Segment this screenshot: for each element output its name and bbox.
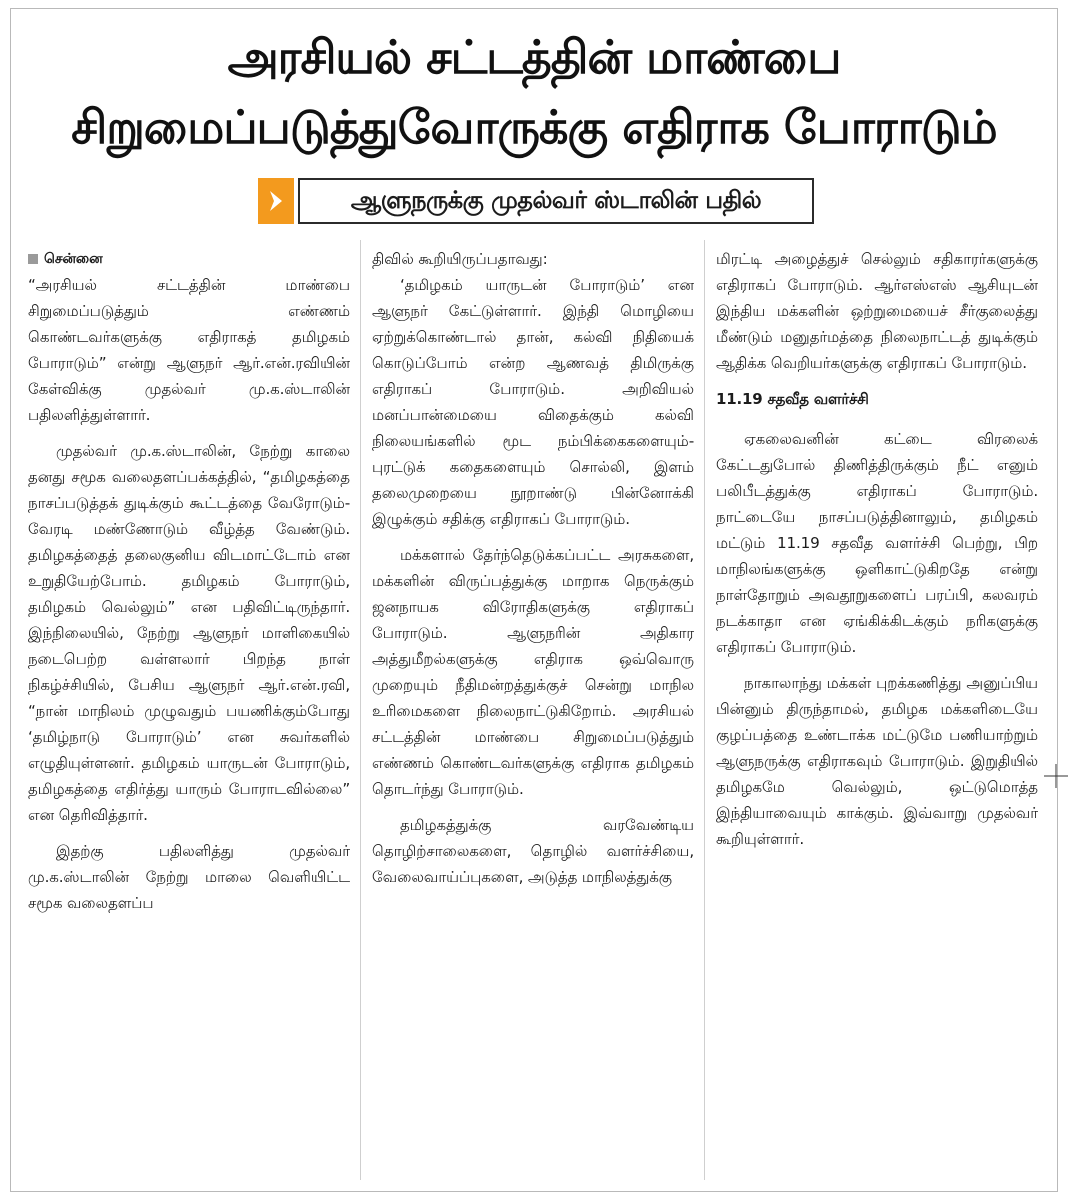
paragraph: “அரசியல் சட்டத்தின் மாண்பை சிறுமைப்படுத்தும் எண்ணம் கொண்டவர்களுக்கு எதிராகத் தமிழகம் போராடும்” என்று ஆளுநர் ஆர்.என்.ரவியின் கேள்விக்கு முதல்வர் மு.க.ஸ்டாலின் பதிலளித்துள்ளார். — [28, 276, 350, 424]
paragraph: மிரட்டி அழைத்துச் செல்லும் சதிகாரர்களுக்கு எதிராகப் போராடும். ஆர்எஸ்எஸ் ஆசியுடன் இந்திய மக்களின் ஒற்றுமையைச் சீர்குலைத்து மீண்டும் மனுதர்மத்தை நிலைநாட்டத் துடிக்கும் ஆதிக்க வெறியர்களுக்கு எதிராகப் போராடும். — [716, 250, 1038, 372]
article-column-1 — [28, 246, 350, 926]
chevron-right-icon — [258, 178, 294, 224]
section-subtitle: 11.19 சதவீத வளர்ச்சி — [716, 390, 869, 408]
paragraph: நாகாலாந்து மக்கள் புறக்கணித்து அனுப்பிய பின்னும் திருந்தாமல், தமிழக மக்களிடையே குழப்பத்தை உண்டாக்க மட்டுமே பணியாற்றும் ஆளுநருக்கு எதிராகவும் போராடும். இறுதியில் தமிழகமே வெல்லும், ஒட்டுமொத்த இந்தியாவையும் காக்கும். இவ்வாறு முதல்வர் கூறியுள்ளார். — [716, 674, 1038, 848]
subheadline-box — [258, 176, 814, 226]
subheadline-text: ஆளுநருக்கு முதல்வர் ஸ்டாலின் பதில் — [298, 178, 814, 224]
column-divider — [360, 240, 361, 1180]
paragraph: திவில் கூறியிருப்பதாவது: — [372, 250, 548, 268]
column-divider — [704, 240, 705, 1180]
paragraph: ஏகலைவனின் கட்டை விரலைக் கேட்டதுபோல் திணித்திருக்கும் நீட் எனும் பலிபீடத்துக்கு எதிராகப் போராடும். நாட்டையே நாசப்படுத்தினாலும், தமிழகம் மட்டும் 11.19 சதவீத வளர்ச்சி பெற்று, பிற மாநிலங்களுக்கு ஒளிகாட்டுகிறதே என்று நாள்தோறும் அவதூறுகளைப் பரப்பி, கலவரம் நடக்காதா என ஏங்கிக்கிடக்கும் நரிகளுக்கு எதிராகப் போராடும். — [716, 430, 1038, 656]
paragraph: இதற்கு பதிலளித்து முதல்வர் மு.க.ஸ்டாலின் நேற்று மாலை வெளியிட்ட சமூக வலைதளப்ப — [28, 842, 350, 912]
dateline-text: சென்னை — [44, 251, 103, 267]
headline-line-1: அரசியல் சட்டத்தின் மாண்பை — [227, 30, 841, 84]
square-bullet-icon — [28, 254, 38, 264]
dateline — [28, 246, 350, 272]
paragraph: முதல்வர் மு.க.ஸ்டாலின், நேற்று காலை தனது சமூக வலைதளப்பக்கத்தில், “தமிழகத்தை நாசப்படுத்தக் துடிக்கும் கூட்டத்தை வேரோடும்- வேரடி மண்ணோடும் வீழ்த்த வேண்டும். தமிழகத்தைத் தலைகுனிய விடமாட்டோம் என உறுதியேற்போம். தமிழகம் போராடும், தமிழகம் வெல்லும்” என பதிவிட்டிருந்தார். இந்நிலையில், நேற்று ஆளுநர் மாளிகையில் நடைபெற்ற வள்ளலார் பிறந்த நாள் நிகழ்ச்சியில், பேசிய ஆளுநர் ஆர்.என்.ரவி, “நான் மாநிலம் முழுவதும் பயணிக்கும்போது ‘தமிழ்நாடு போராடும்’ என சுவர்களில் எழுதியுள்ளனர். தமிழகம் யாருடன் போராடும், தமிழகத்தை எதிர்த்து யாரும் போராடவில்லை” என தெரிவித்தார். — [28, 442, 350, 824]
paragraph: தமிழகத்துக்கு வரவேண்டிய தொழிற்சாலைகளை, தொழில் வளர்ச்சியை, வேலைவாய்ப்புகளை, அடுத்த மாநிலத்துக்கு — [372, 816, 694, 886]
paragraph: மக்களால் தேர்ந்தெடுக்கப்பட்ட அரசுகளை, மக்களின் விருப்பத்துக்கு மாறாக நெருக்கும் ஜனநாயக விரோதிகளுக்கு எதிராகப் போராடும். ஆளுநரின் அதிகார அத்துமீறல்களுக்கு எதிராக ஒவ்வொரு முறையும் நீதிமன்றத்துக்குச் சென்று மாநில உரிமைகளை நிலைநாட்டுகிறோம். அரசியல் சட்டத்தின் மாண்பை சிறுமைப்படுத்தும் எண்ணம் கொண்டவர்களுக்கு எதிராக தமிழகம் தொடர்ந்து போராடும். — [372, 546, 694, 798]
article-column-3 — [716, 246, 1038, 862]
headline-line-2: சிறுமைப்படுத்துவோருக்கு எதிராக போராடும் — [71, 100, 997, 154]
article-column-2 — [372, 246, 694, 900]
paragraph: ‘தமிழகம் யாருடன் போராடும்’ என ஆளுநர் கேட்டுள்ளார். இந்தி மொழியை ஏற்றுக்கொண்டால் தான், கல்வி நிதியைக் கொடுப்போம் என்ற ஆணவத் திமிருக்கு எதிராகப் போராடும். அறிவியல் மனப்பான்மையை விதைக்கும் கல்வி நிலையங்களில் மூட நம்பிக்கைகளையும்- புரட்டுக் கதைகளையும் சொல்லி, இளம் தலைமுறையை நூறாண்டு பின்னோக்கி இழுக்கும் சதிக்கு எதிராகப் போராடும். — [372, 276, 694, 528]
crosshair-cursor-icon — [1044, 764, 1068, 788]
